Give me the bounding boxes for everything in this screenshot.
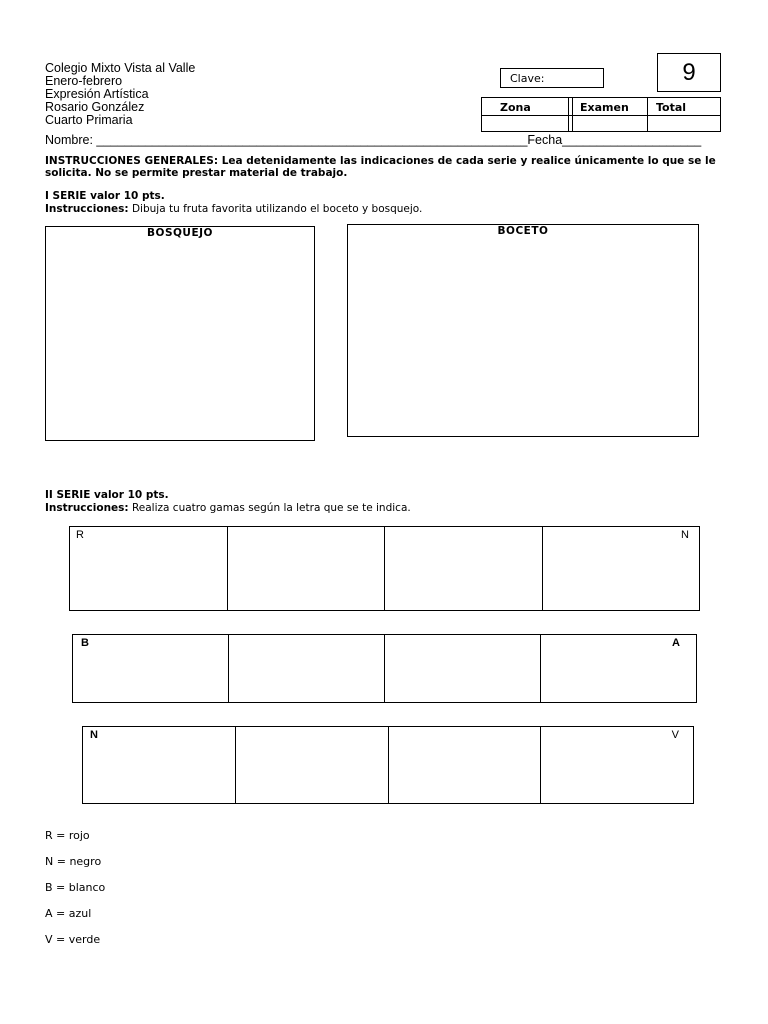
score-table (481, 97, 721, 132)
gama-row-2 (72, 634, 697, 703)
gama-cell (228, 527, 386, 610)
score-col-divider (572, 98, 573, 131)
gama-cell (385, 527, 543, 610)
gama-cell (541, 727, 693, 803)
gama-start-letter: N (90, 729, 98, 741)
gama-cell (70, 527, 228, 610)
legend-item: R = rojo (45, 829, 90, 842)
zona-header: Zona (500, 101, 531, 114)
bosquejo-label: BOSQUEJO (147, 227, 213, 239)
legend-item: N = negro (45, 855, 102, 868)
gama-end-letter: A (672, 637, 680, 649)
grade-box (657, 53, 721, 92)
serie1-instr-label: Instrucciones: (45, 203, 129, 215)
serie2-instr-label: Instrucciones: (45, 502, 129, 514)
examen-header: Examen (580, 101, 629, 114)
serie2-title: II SERIE valor 10 pts. (45, 489, 169, 501)
gama-row-3 (82, 726, 694, 804)
gama-row-1 (69, 526, 700, 611)
clave-box (500, 68, 604, 88)
gama-end-letter: V (671, 729, 679, 741)
serie1-instr-text: Dibuja tu fruta favorita utilizando el boceto y bosquejo. (128, 203, 423, 215)
gama-cell (236, 727, 389, 803)
gama-cell (73, 635, 229, 702)
total-header: Total (656, 101, 687, 114)
general-instructions: INSTRUCCIONES GENERALES: Lea detenidamente las indicaciones de cada serie y realice únicamente lo que se le solicita. No se permite prestar material de trabajo. (45, 155, 716, 179)
gama-cell (83, 727, 236, 803)
score-table-divider (482, 115, 720, 116)
gama-cell (229, 635, 385, 702)
gama-cell (541, 635, 696, 702)
gama-end-letter: N (681, 529, 689, 541)
legend-item: V = verde (45, 933, 101, 946)
name-date-line: Nombre: ______________________________________________________________Fecha____________________ (45, 133, 702, 147)
serie2-instructions (45, 502, 411, 514)
grade-level: Cuarto Primaria (45, 113, 133, 127)
legend-item: A = azul (45, 907, 92, 920)
grade-value: 9 (682, 58, 696, 86)
gama-cell (385, 635, 541, 702)
serie1-title: I SERIE valor 10 pts. (45, 190, 165, 202)
subject: Expresión Artística (45, 87, 149, 101)
serie1-instructions (45, 203, 422, 215)
gama-start-letter: R (76, 529, 84, 541)
serie2-instr-text: Realiza cuatro gamas según la letra que se te indica. (128, 502, 411, 514)
gama-start-letter: B (81, 637, 89, 649)
legend-item: B = blanco (45, 881, 106, 894)
score-col-divider (568, 98, 569, 131)
clave-label: Clave: (510, 72, 545, 85)
teacher-name: Rosario González (45, 100, 145, 114)
boceto-label: BOCETO (497, 225, 549, 237)
gama-cell (543, 527, 700, 610)
bosquejo-box (45, 226, 315, 441)
school-name: Colegio Mixto Vista al Valle (45, 61, 196, 75)
period: Enero-febrero (45, 74, 123, 88)
score-col-divider (647, 98, 648, 131)
gama-cell (389, 727, 542, 803)
boceto-box (347, 224, 699, 437)
